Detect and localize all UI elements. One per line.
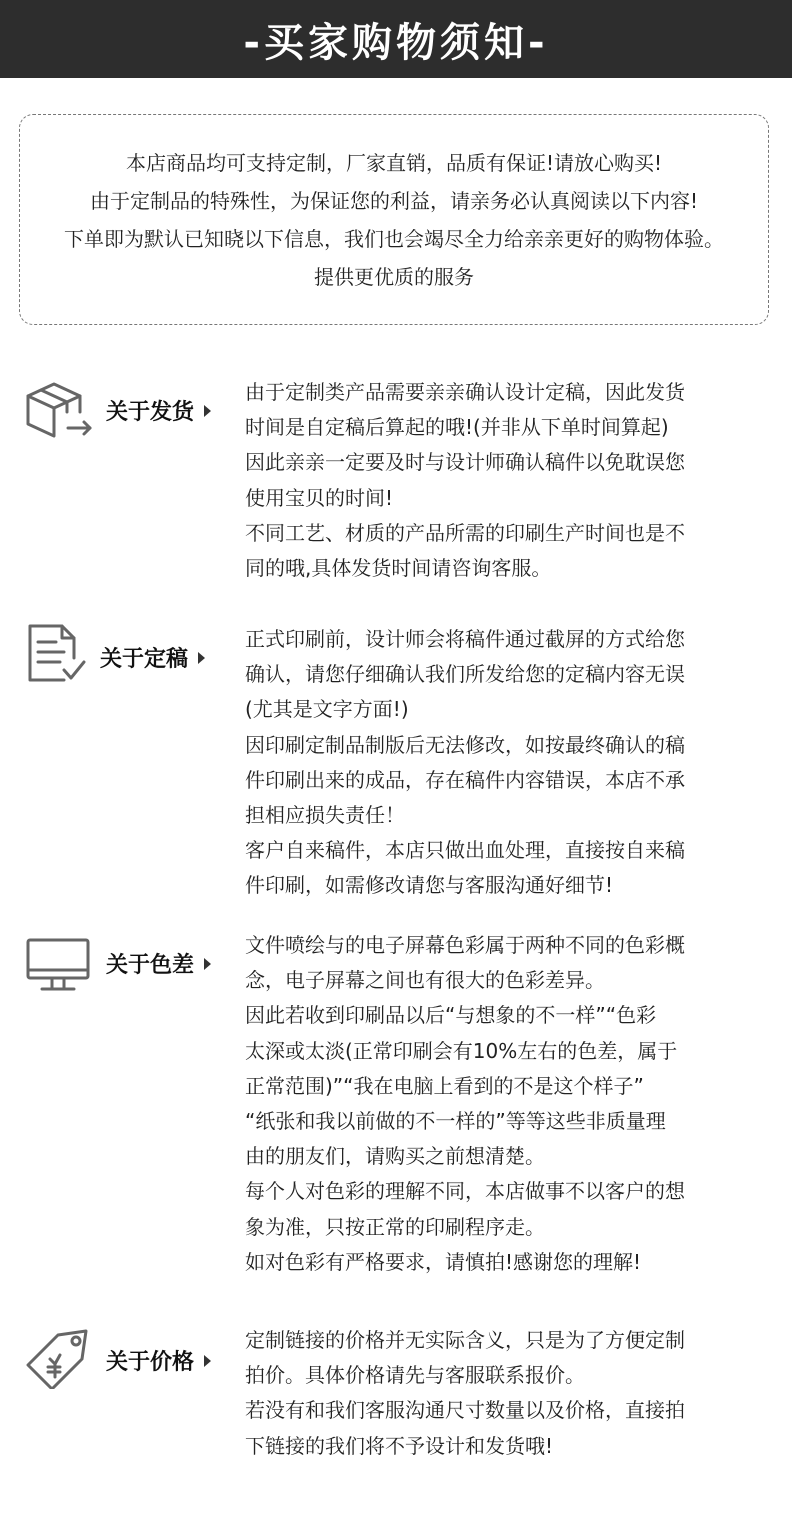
body-line: 拍价。具体价格请先与客服联系报价。 — [245, 1363, 585, 1388]
body-line: 同的哦,具体发货时间请咨询客服。 — [245, 556, 552, 581]
notice-line: 由于定制品的特殊性，为保证您的利益，请亲务必认真阅读以下内容! — [89, 188, 699, 213]
price-tag-icon — [24, 1325, 96, 1389]
body-line: 时间是自定稿后算起的哦!(并非从下单时间算起) — [245, 415, 669, 440]
body-line: 件印刷出来的成品，存在稿件内容错误，本店不承 — [245, 767, 685, 792]
triangle-right-icon — [204, 958, 211, 970]
section-title: 关于发货 — [106, 395, 211, 426]
body-line: 文件喷绘与的电子屏幕色彩属于两种不同的色彩概 — [245, 933, 685, 957]
triangle-right-icon — [204, 1355, 211, 1367]
body-line: 由于定制类产品需要亲亲确认设计定稿，因此发货 — [245, 380, 685, 404]
body-line: 念，电子屏幕之间也有很大的色彩差异。 — [245, 968, 605, 993]
triangle-right-icon — [204, 405, 211, 417]
body-line: 象为准，只按正常的印刷程序走。 — [245, 1214, 545, 1239]
body-line: 确认，请您仔细确认我们所发给您的定稿内容无误 — [245, 662, 685, 687]
body-line: 下链接的我们将不予设计和发货哦! — [245, 1433, 554, 1458]
notice-line: 提供更优质的服务 — [314, 264, 474, 289]
notice-line: 下单即为默认已知晓以下信息，我们也会竭尽全力给亲亲更好的购物体验。 — [64, 226, 724, 251]
body-line: 因此若收到印刷品以后“与想象的不一样”“色彩 — [245, 1003, 657, 1028]
section-body — [245, 928, 755, 1280]
section-body — [245, 622, 755, 904]
body-line: 担相应损失责任！ — [245, 803, 405, 828]
body-line: 客户自来稿件，本店只做出血处理，直接按自来稿 — [245, 838, 685, 863]
body-line: 因印刷定制品制版后无法修改，如按最终确认的稿 — [245, 732, 685, 757]
body-line: “纸张和我以前做的不一样的”等等这些非质量理 — [245, 1109, 666, 1134]
body-line: 正常范围)”“我在电脑上看到的不是这个样子” — [245, 1073, 644, 1098]
body-line: 太深或太淡(正常印刷会有10%左右的色差，属于 — [245, 1038, 678, 1063]
section-body — [245, 375, 755, 586]
body-line: 每个人对色彩的理解不同，本店做事不以客户的想 — [245, 1179, 685, 1204]
document-check-icon — [24, 622, 96, 686]
body-line: 不同工艺、材质的产品所需的印刷生产时间也是不 — [245, 520, 685, 545]
section-body — [245, 1323, 755, 1464]
monitor-icon — [24, 934, 96, 998]
section-title: 关于定稿 — [100, 642, 205, 673]
notice-box — [19, 114, 769, 325]
body-line: 由的朋友们，请购买之前想清楚。 — [245, 1144, 545, 1169]
page-title: -买家购物须知- — [243, 19, 549, 66]
body-line: 正式印刷前，设计师会将稿件通过截屏的方式给您 — [245, 627, 685, 651]
body-line: 因此亲亲一定要及时与设计师确认稿件以免耽误您 — [245, 450, 685, 475]
body-line: 件印刷，如需修改请您与客服沟通好细节! — [245, 873, 614, 898]
body-line: 定制链接的价格并无实际含义，只是为了方便定制 — [245, 1328, 685, 1352]
section-title: 关于价格 — [106, 1345, 211, 1376]
body-line: 如对色彩有严格要求，请慎拍!感谢您的理解! — [245, 1249, 642, 1274]
box-shipping-icon — [24, 378, 96, 442]
body-line: 使用宝贝的时间! — [245, 485, 394, 510]
notice-line: 本店商品均可支持定制，厂家直销，品质有保证!请放心购买! — [125, 150, 663, 175]
triangle-right-icon — [198, 652, 205, 664]
body-line: (尤其是文字方面!) — [245, 697, 409, 722]
section-title: 关于色差 — [106, 948, 211, 979]
page-header — [0, 0, 792, 78]
body-line: 若没有和我们客服沟通尺寸数量以及价格，直接拍 — [245, 1398, 685, 1423]
